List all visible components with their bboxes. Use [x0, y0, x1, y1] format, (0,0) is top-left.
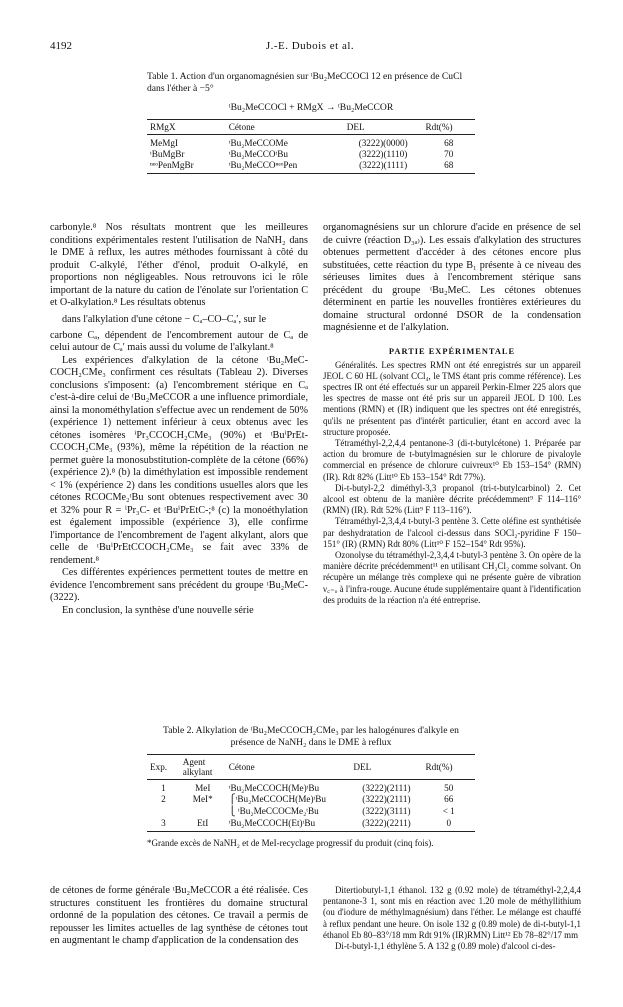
table-1-equation: ᵗBu₂MeCCOCl + RMgX → ᵗBu₂MeCCOR [228, 102, 394, 113]
paragraph: En conclusion, la synthèse d'une nouvelle série [62, 604, 254, 616]
table-cell: MeI [195, 783, 211, 793]
table-1-caption: Table 1. Action d'un organomagnésien sur ᵗBu₂MeCCOCl 12 en présence de CuCl dans l'éther à −5° [147, 71, 463, 94]
table-cell: (3222)(0000) [358, 138, 408, 148]
paragraph: Les expériences d'alkylation de la cétone ᵗBu₂MeC-COCH₂CMe₃ confirment ces résultats (Tableau 2). Diverses conclusions s'imposent: (a) l'encombrement stérique en Cₐ c'est-à-dire celui de ᵗBu₂MeCCOR a une influence primordiale, ainsi la monométhylation s'effectue avec un rendement de 50% (expérience 1) nettement inférieur à ceux obtenus avec les cétones isomères ⁱPr₃CCOCH₂CMe₃ (90%) et ᵗBuⁱPrEt-CCOCH₂CMe₃ (93%), même la répétition de la réaction ne permet guère la monosubstitution-complète de la cétone (66%) (expérience 2).⁸ (b) la diméthylation est impossible rendement < 1% (expérience 2) dans les conditions usuelles alors que les cétones RCOCMe₂ᵗBu sont obtenues respectivement avec 30 et 32% pour R = ⁱPr₃C- et ᵗBuⁱPrEtC-;⁸ (c) la monoéthylation est également impossible (expérience 3), elle confirme l'importance de l'encombrement de l'agent alkylant, alors que celle de ᵗBuⁱPrEtCCOCH₂CMe₃ se fait avec 33% de rendement.⁸ [50, 354, 308, 566]
table-cell: ᵗBu₂MeCCOⁿᵉᵒPen [226, 160, 344, 174]
table-2-header-rdt: Rdt(%) [423, 755, 476, 780]
table-cell: 68 [444, 138, 454, 148]
table-2-header-del: DEL [350, 755, 422, 780]
formula-lead-text: dans l'alkylation d'une cétone − [62, 313, 191, 325]
table-cell: EtI [180, 818, 226, 832]
table-row [147, 806, 475, 818]
table-cell: ᵗBu₂MeCCOᵗBu [228, 149, 289, 159]
table-cell: 1 [161, 783, 166, 793]
paragraph: carbone Cₐ, dépendent de l'encombrement autour de Cₐ de celui autour de Cₐ′ mais aussi du volume de l'alkylant.⁸ [50, 329, 308, 353]
left-column-bottom [50, 885, 308, 948]
table-1-header-del: DEL [344, 120, 423, 135]
paragraph: Ditertiobutyl-1,1 éthanol. 132 g (0.92 mole) de tétraméthyl-2,2,4,4 pentanone-3 1, sont mis en réaction avec 1.20 mole de méthyllithium (ou d'iodure de méthylmagnésium) dans l'éther. Le mélange est chauffé à reflux pendant une heure. On isole 132 g (0.89 mole) de di-t-butyl-1,1 éthanol Eb 80–83°/18 mm Rdt 91% (IR)RMN) Litt¹² Eb 78–82°/17 mm [323, 885, 581, 940]
paragraph: organomagnésiens sur un chlorure d'acide en présence de sel de cuivre (réaction D₃ₐ₎). Les essais d'alkylation des structures obtenues permettent d'accéder à des cétones encore plus substituées, cette réaction du type B₁ présente à ce niveau des sérieuses limites dues à l'encombrement stérique sans précédent du groupe ᵗBu₂MeC. Les cétones obtenues déterminent en partie les nouvelles frontières extérieures du domaine structural ordonné DSOR de la condensation magnésienne et de l'alkylation. [323, 222, 581, 333]
paragraph: Généralités. Les spectres RMN ont été enregistrés sur un appareil JEOL C 60 HL (solvant CCl₄, le TMS étant pris comme référence). Les spectres IR ont été effectués sur un appareil Perkin-Elmer 225 alors que les spectres de masse ont été pris sur un appareil JEOL D 100. Les mentions (RMN) et (IR) indiquent que les spectres ont été enregistrés, qu'ils ne présentent pas d'intérêt particulier, étant en accord avec la structure proposée. [323, 359, 581, 437]
table-cell: 50 [444, 783, 454, 793]
table-cell: 0 [423, 818, 476, 832]
table-cell: 70 [444, 149, 454, 159]
table-2-header-cetone: Cétone [226, 755, 351, 780]
running-title: J.-E. Dubois et al. [265, 40, 355, 52]
left-column [50, 222, 308, 617]
table-cell: ᵗBuMgBr [150, 149, 185, 159]
table-cell [180, 806, 226, 818]
page-number: 4192 [50, 40, 72, 52]
paragraph: Di-t-butyl-1,1 éthylène 5. A 132 g (0.89 mole) d'alcool ci-des- [335, 941, 556, 952]
paragraph: Di-t-butyl-2,2 diméthyl-3,3 propanol (tri-t-butylcarbinol) 2. Cet alcool est obtenu de la manière décrite précédemment⁹ F 114–116° (RMN) (IR). Rdt 52% (Litt⁹ F 113–116°). [323, 482, 581, 516]
table-cell: (3222)(2211) [350, 818, 422, 832]
table-row [147, 149, 475, 160]
table-cell: 2 [161, 794, 166, 804]
paragraph: Ozonolyse du tétraméthyl-2,3,4,4 t-butyl-3 pentène 3. On opère de la manière décrite précédemment¹¹ en utilisant CH₂Cl₂ comme solvant. On récupère un mélange très complexe qui ne présente guère de vibration ν꜀₌ₒ à l'infra-rouge. Aucune étude supplémentaire quant à l'identification des produits de la réaction n'a été entreprise. [323, 549, 581, 605]
table-1-header-rmgx: RMgX [147, 120, 226, 135]
table-cell: 68 [423, 160, 475, 174]
table-cell [147, 806, 180, 818]
right-column [323, 222, 581, 606]
paragraph: de cétones de forme générale ᵗBu₂MeCCOR a été réalisée. Ces structures constituent les frontières du domaine structural ordonné de la population des cétones. Ce travail a permis de repousser les limites actuelles de lag synthèse de cétones tout en augmentant le champ d'application de la condensation des [50, 885, 308, 946]
table-cell: MeI* [192, 794, 213, 804]
table-cell: ⎩ ᵗBu₂MeCCOCMe₂ᵗBu [228, 806, 319, 816]
table-row [147, 818, 475, 832]
table-cell: (3222)(1111) [344, 160, 423, 174]
table-row [147, 794, 475, 806]
table-cell: (3222)(2111) [362, 794, 411, 804]
table-2-grid [147, 754, 475, 832]
right-column-bottom [323, 885, 581, 952]
ketone-formula: Cₐ–CO–Cₐ′ [192, 313, 239, 325]
table-cell: ᵗBu₂MeCCOCH(Et)ᵗBu [226, 818, 351, 832]
table-1-grid [147, 119, 475, 174]
formula-trail-text: , sur le [238, 313, 266, 325]
table-cell: ᵗBu₂MeCCOMe [228, 138, 288, 148]
table-cell: (3222)(2111) [362, 783, 411, 793]
paragraph: Tétraméthyl-2,2,4,4 pentanone-3 (di-t-butylcétone) 1. Préparée par action du bromure de t-butylmagnésien sur le chlorure de pivaloyle commercial en présence de chlorure cuivreux¹⁰ Eb 153–154° (RMN) (IR). Rdt 82% (Litt¹⁰ Eb 153–154° Rdt 77%). [323, 437, 581, 482]
table-1-header-row [147, 120, 475, 135]
table-2-caption: Table 2. Alkylation de ᵗBu₂MeCCOCH₂CMe₃ par les halogénures d'alkyle en présence de NaNH₂ dans le DME à reflux [163, 725, 459, 748]
table-row [147, 135, 475, 149]
paragraph: Ces différentes expériences permettent toutes de mettre en évidence l'encombrement sans précédent du groupe ᵗBu₂MeC-(3222). [50, 567, 308, 603]
table-row [147, 780, 475, 794]
table-1 [147, 71, 475, 174]
table-cell: < 1 [442, 806, 455, 816]
paragraph: Tétraméthyl-2,3,4,4 t-butyl-3 pentène 3. Cette oléfine est synthétisée par deshydratation de l'alcool ci-dessus dans SOCl₂-pyridine F 150–151° (IR) (RMN) Rdt 80% (Litt¹⁰ F 152–154° Rdt 95%). [323, 516, 581, 549]
table-2-header-exp: Exp. [147, 755, 180, 780]
table-cell: (3222)(3111) [362, 806, 411, 816]
table-cell: ᵗBu₂MeCCOCH(Me)ᵗBu [228, 783, 320, 793]
table-1-header-cetone: Cétone [226, 120, 344, 135]
paragraph: carbonyle.⁸ Nos résultats montrent que les meilleures conditions expérimentales restent l'utilisation de NaNH₂ dans le DME à reflux, les autres méthodes fournissant à côté du produit C-alkylé, l'éther d'énol, produit O-alkylé, en proportions non négligeables. Nous retrouvons ici le rôle important de la nature du cation de l'énolate sur l'orientation C et O-alkylation.⁸ Les résultats obtenus [50, 222, 308, 308]
table-2-header-row [147, 755, 475, 780]
section-title-experimental: PARTIE EXPÉRIMENTALE [388, 346, 516, 356]
table-2-header-agent: Agent alkylant [180, 755, 226, 780]
table-cell: 66 [444, 794, 454, 804]
table-cell: ⎧ᵗBu₂MeCCOCH(Me)ᵗBu [228, 794, 327, 804]
table-cell: ⁿᵉᵒPenMgBr [147, 160, 226, 174]
table-2-footnote: *Grande excès de NaNH₂ et de MeI-recyclage progressif du produit (cinq fois). [147, 838, 434, 848]
table-row [147, 160, 475, 174]
table-2 [147, 725, 475, 849]
table-1-header-rdt: Rdt(%) [423, 120, 475, 135]
table-cell: 3 [147, 818, 180, 832]
ketone-formula-line [50, 310, 308, 330]
table-cell: (3222)(1110) [359, 149, 408, 159]
table-cell: MeMgI [150, 138, 179, 148]
